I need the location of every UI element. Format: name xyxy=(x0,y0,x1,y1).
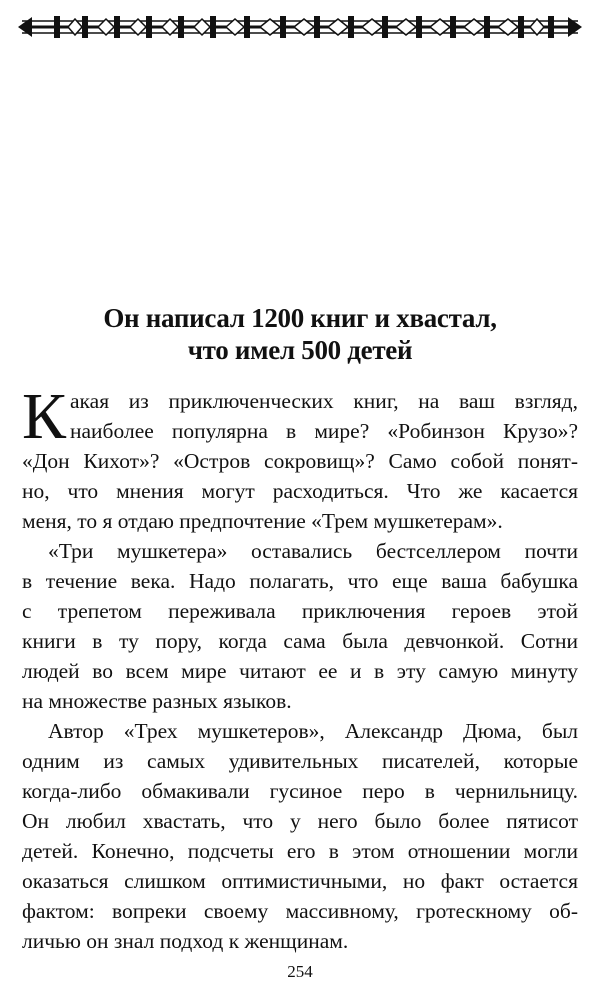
text-line-6: «Три мушкетера» оставались бестселлером почти xyxy=(48,539,578,563)
text-line-7: в течение века. Надо полагать, что еще ваша бабушка xyxy=(22,569,578,593)
chapter-title-line-1: Он написал 1200 книг и хвастал, xyxy=(103,303,497,333)
text-line-16: детей. Конечно, подсчеты его в этом отношении могли xyxy=(22,839,578,863)
text-line-18: фактом: вопреки своему массивному, гротескному об- xyxy=(22,899,578,923)
text-line-13: одним из самых удивительных писателей, которые xyxy=(22,749,578,773)
text-line-8: с трепетом переживала приключения героев этой xyxy=(22,599,578,623)
text-line-11: на множестве разных языков. xyxy=(22,689,292,713)
body-text xyxy=(22,380,578,956)
text-line-12: Автор «Трех мушкетеров», Александр Дюма, был xyxy=(48,719,578,743)
text-line-3: «Дон Кихот»? «Остров сокровищ»? Само собой понят- xyxy=(22,449,578,473)
chapter-title-line-2: что имел 500 детей xyxy=(187,335,413,365)
text-line-9: книги в ту пору, когда сама была девчонкой. Сотни xyxy=(22,629,578,653)
text-line-17: оказаться слишком оптимистичными, но факт остается xyxy=(22,869,578,893)
drop-cap: К xyxy=(22,380,67,453)
text-line-14: когда-либо обмакивали гусиное перо в чернильницу. xyxy=(22,779,578,803)
text-line-5: меня, то я отдаю предпочтение «Трем мушкетерам». xyxy=(22,509,503,533)
text-line-15: Он любил хвастать, что у него было более пятисот xyxy=(22,809,578,833)
decorative-border-ornament xyxy=(18,14,582,40)
text-line-10: людей во всем мире читают ее и в эту самую минуту xyxy=(22,659,578,683)
text-line-1: акая из приключенческих книг, на ваш взгляд, xyxy=(70,389,578,413)
chapter-title xyxy=(40,302,560,366)
text-line-4: но, что мнения могут расходиться. Что же касается xyxy=(22,479,578,503)
text-line-19: личью он знал подход к женщинам. xyxy=(22,929,349,953)
text-line-2: наиболее популярна в мире? «Робинзон Крузо»? xyxy=(70,419,578,443)
page-number: 254 xyxy=(287,962,313,981)
